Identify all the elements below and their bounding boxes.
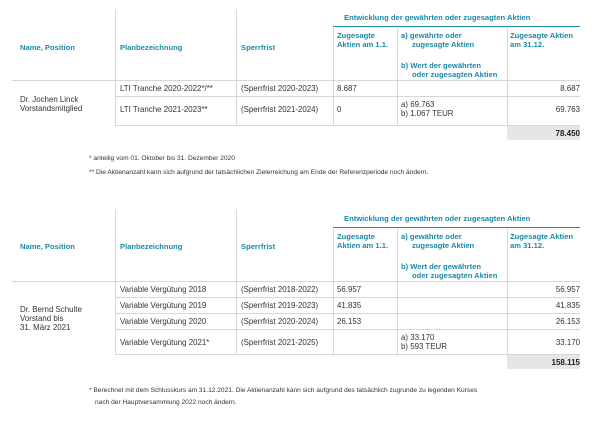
header-end-1: Zugesagte Aktien xyxy=(510,232,574,241)
lock-cell: (Sperrfrist 2018-2022) xyxy=(241,285,319,294)
header-lock: Sperrfrist xyxy=(241,43,276,52)
dev-group-header: Entwicklung der gewährten oder zugesagten Aktien xyxy=(344,13,531,22)
person-position: Vorstandsmitglied xyxy=(20,104,83,113)
lock-cell: (Sperrfrist 2020-2024) xyxy=(241,317,319,326)
footnote: * Berechnet mit dem Schlusskurs am 31.12.2021. Die Aktienanzahl kann sich aufgrund des tatsächlich zugrunde zu legenden Kurses xyxy=(89,387,478,394)
end-cell: 41.835 xyxy=(555,301,580,310)
start-cell: 56.957 xyxy=(337,285,362,294)
plan-cell: LTI Tranche 2021-2023** xyxy=(120,105,208,114)
header-b-2: oder zugesagten Aktien xyxy=(412,271,498,280)
person-name: Dr. Bernd Schulte xyxy=(20,305,82,314)
header-a-2: zugesagte Aktien xyxy=(412,241,475,250)
header-end-2: am 31.12. xyxy=(510,241,545,250)
header-start-2: Aktien am 1.1. xyxy=(337,241,389,250)
total-value: 78.450 xyxy=(555,129,580,138)
header-a-1: a) gewährte oder xyxy=(401,31,462,40)
total-value: 158.115 xyxy=(551,358,580,367)
header-b-1: b) Wert der gewährten xyxy=(401,61,482,70)
plan-cell: Variable Vergütung 2020 xyxy=(120,317,207,326)
group-underline xyxy=(333,26,580,27)
footnote: nach der Hauptversammlung 2022 noch ändern. xyxy=(95,399,237,406)
lock-cell: (Sperrfrist 2021-2024) xyxy=(241,105,319,114)
granted-cell: a) 33.170 xyxy=(401,333,435,342)
header-a-2: zugesagte Aktien xyxy=(412,40,475,49)
footnote: ** Die Aktienanzahl kann sich aufgrund der tatsächlichen Zielerreichung am Ende der Referenzperiode noch ändern. xyxy=(89,169,429,176)
plan-cell: Variable Vergütung 2019 xyxy=(120,301,207,310)
dev-group-header: Entwicklung der gewährten oder zugesagten Aktien xyxy=(344,214,531,223)
header-lock: Sperrfrist xyxy=(241,242,276,251)
end-cell: 26.153 xyxy=(555,317,580,326)
granted-cell: a) 69.763 xyxy=(401,100,435,109)
header-start-2: Aktien am 1.1. xyxy=(337,40,389,49)
lock-cell: (Sperrfrist 2020-2023) xyxy=(241,84,319,93)
person-name: Dr. Jochen Linck xyxy=(20,95,79,104)
value-cell: b) 1.067 TEUR xyxy=(401,109,454,118)
value-cell: b) 593 TEUR xyxy=(401,342,447,351)
end-cell: 56.957 xyxy=(555,285,580,294)
header-plan: Planbezeichnung xyxy=(120,242,183,251)
header-a-1: a) gewährte oder xyxy=(401,232,462,241)
plan-cell: LTI Tranche 2020-2022*/** xyxy=(120,84,213,93)
header-plan: Planbezeichnung xyxy=(120,43,183,52)
lock-cell: (Sperrfrist 2021-2025) xyxy=(241,338,319,347)
header-name-position: Name, Position xyxy=(20,43,75,52)
start-cell: 8.687 xyxy=(337,84,357,93)
header-end-2: am 31.12. xyxy=(510,40,545,49)
person-position-date: 31. März 2021 xyxy=(20,323,71,332)
header-start-1: Zugesagte xyxy=(337,232,375,241)
person-position: Vorstand bis xyxy=(20,314,64,323)
start-cell: 41.835 xyxy=(337,301,362,310)
group-underline xyxy=(333,227,580,228)
header-start-1: Zugesagte xyxy=(337,31,375,40)
header-end-1: Zugesagte Aktien xyxy=(510,31,574,40)
header-b-2: oder zugesagten Aktien xyxy=(412,70,498,79)
header-name-position: Name, Position xyxy=(20,242,75,251)
end-cell: 8.687 xyxy=(560,84,580,93)
start-cell: 0 xyxy=(337,105,342,114)
end-cell: 33.170 xyxy=(555,338,580,347)
plan-cell: Variable Vergütung 2021* xyxy=(120,338,210,347)
plan-cell: Variable Vergütung 2018 xyxy=(120,285,207,294)
lock-cell: (Sperrfrist 2019-2023) xyxy=(241,301,319,310)
header-b-1: b) Wert der gewährten xyxy=(401,262,482,271)
footnote: * anteilig vom 01. Oktober bis 31. Dezember 2020 xyxy=(89,155,235,162)
end-cell: 69.763 xyxy=(555,105,580,114)
start-cell: 26.153 xyxy=(337,317,362,326)
